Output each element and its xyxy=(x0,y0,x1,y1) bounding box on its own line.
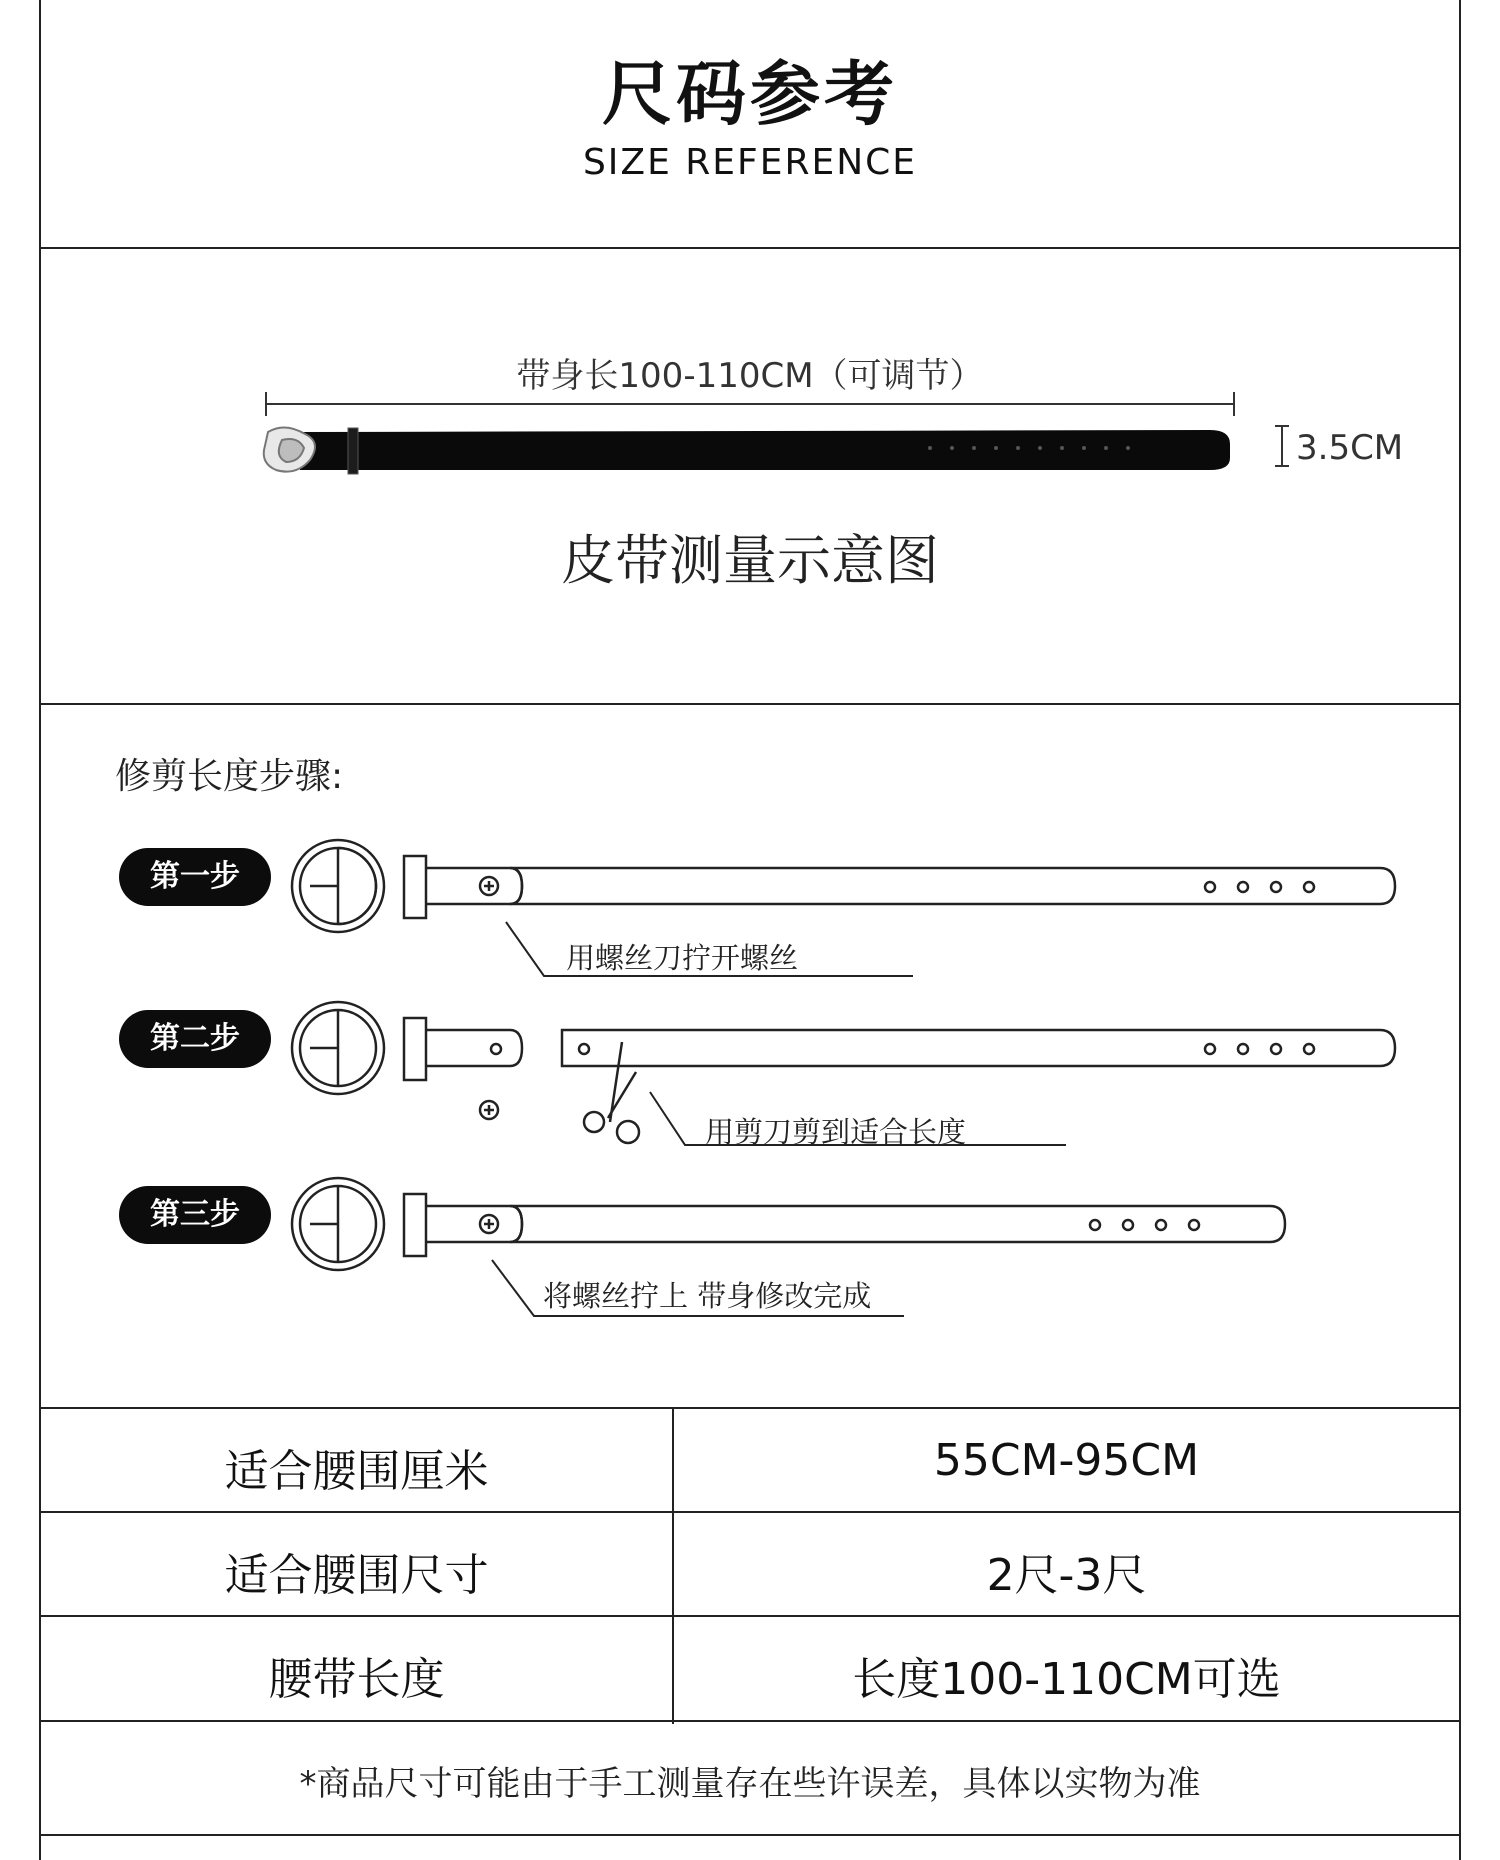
table-row-2-label: 适合腰围尺寸 xyxy=(224,1550,489,1601)
divider xyxy=(39,1834,1461,1836)
divider xyxy=(39,1615,1461,1617)
belt-length-label: 带身长100-110CM（可调节） xyxy=(516,356,984,396)
diagram-caption: 皮带测量示意图 xyxy=(561,529,939,592)
divider xyxy=(39,703,1461,705)
page-title: 尺码参考 xyxy=(602,53,898,135)
belt-measure-diagram xyxy=(0,380,1500,480)
table-row-1-label: 适合腰围厘米 xyxy=(224,1446,489,1497)
divider xyxy=(39,1511,1461,1513)
page-subtitle: SIZE REFERENCE xyxy=(582,142,918,183)
step-3-badge: 第三步 xyxy=(119,1186,271,1244)
divider xyxy=(39,247,1461,249)
table-row-2-value: 2尺-3尺 xyxy=(986,1550,1147,1601)
length-dimension-line xyxy=(266,392,1234,416)
belt-photo xyxy=(264,427,1230,474)
trim-steps-title: 修剪长度步骤: xyxy=(115,756,344,797)
table-row-1-value: 55CM-95CM xyxy=(933,1435,1200,1486)
belt-width-label: 3.5CM xyxy=(1296,428,1404,468)
step-1-illustration xyxy=(280,830,1410,1000)
step-1-badge: 第一步 xyxy=(119,848,271,906)
divider xyxy=(39,1720,1461,1722)
table-row-3-label: 腰带长度 xyxy=(268,1654,445,1705)
step-3-caption: 将螺丝拧上 带身修改完成 xyxy=(543,1279,872,1313)
width-dimension-line xyxy=(1275,426,1289,466)
table-row-3-value: 长度100-110CM可选 xyxy=(852,1654,1281,1705)
step-2-badge: 第二步 xyxy=(119,1010,271,1068)
step-2-caption: 用剪刀剪到适合长度 xyxy=(705,1115,967,1149)
disclaimer-note: *商品尺寸可能由于手工测量存在些许误差，具体以实物为准 xyxy=(299,1764,1201,1804)
divider xyxy=(39,1407,1461,1409)
step-1-caption: 用螺丝刀拧开螺丝 xyxy=(566,941,799,975)
